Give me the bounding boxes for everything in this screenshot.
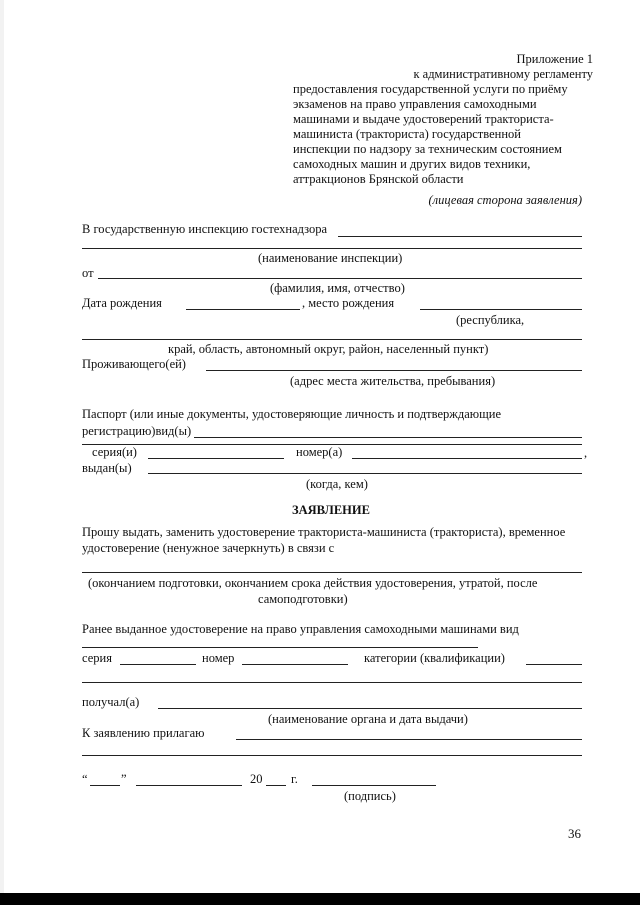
attach-field-2[interactable]: [82, 755, 582, 756]
passport-number-field[interactable]: [352, 458, 582, 459]
date-month-field[interactable]: [136, 785, 242, 786]
inspection-field-2[interactable]: [82, 248, 582, 249]
issued-field[interactable]: [148, 473, 582, 474]
annex-line-8: аттракционов Брянской области: [293, 172, 464, 186]
hint-issued: (когда, кем): [306, 477, 368, 491]
hint-signature: (подпись): [344, 789, 396, 803]
date-quote-open: “: [82, 772, 88, 786]
year-prefix: 20: [250, 772, 263, 786]
series-label: серия(и): [92, 445, 137, 459]
annex-label: Приложение 1: [516, 52, 593, 66]
birth-place-field[interactable]: [420, 309, 582, 310]
number-label: номер(а): [296, 445, 343, 459]
birth-date-label: Дата рождения: [82, 296, 162, 310]
annex-line-5: машиниста (тракториста) государственной: [293, 127, 521, 141]
hint-inspection: (наименование инспекции): [258, 251, 403, 265]
passport-series-field[interactable]: [148, 458, 284, 459]
prev-series-field[interactable]: [120, 664, 196, 665]
passport-label-line2: регистрацию)вид(ы): [82, 424, 192, 438]
annex-line-4: машинами и выдаче удостоверений тракториста-: [293, 112, 554, 126]
hint-reason-1: (окончанием подготовки, окончанием срока действия удостоверения, утратой, после: [88, 576, 538, 590]
prev-series-label: серия: [82, 651, 112, 665]
hint-address: (адрес места жительства, пребывания): [290, 374, 496, 388]
reason-field[interactable]: [82, 572, 582, 573]
to-inspection-label: В государственную инспекцию гостехнадзора: [82, 222, 328, 236]
annex-line-1: к административному регламенту: [413, 67, 593, 81]
passport-kind-field[interactable]: [194, 437, 582, 438]
birth-place-field-2[interactable]: [82, 339, 582, 340]
passport-label-line1: Паспорт (или иные документы, удостоверяющие личность и подтверждающие: [82, 407, 502, 421]
categories-field[interactable]: [526, 664, 582, 665]
annex-line-7: самоходных машин и других видов техники,: [293, 157, 531, 171]
scan-edge: [0, 0, 4, 905]
date-day-field[interactable]: [90, 785, 120, 786]
date-quote-close: ”: [121, 772, 127, 786]
request-line-1: Прошу выдать, заменить удостоверение тракториста-машиниста (тракториста), временное: [82, 525, 566, 539]
birth-place-label: , место рождения: [302, 296, 395, 310]
hint-region: край, область, автономный округ, район, населенный пункт): [168, 342, 489, 356]
page-number: 36: [568, 826, 581, 841]
categories-field-2[interactable]: [82, 682, 582, 683]
fio-field[interactable]: [98, 278, 582, 279]
annex-line-2: предоставления государственной услуги по приёму: [293, 82, 568, 96]
request-line-2: удостоверение (ненужное зачеркнуть) в связи с: [82, 541, 335, 555]
hint-organ: (наименование органа и дата выдачи): [268, 712, 468, 726]
year-suffix: г.: [291, 772, 298, 786]
address-field[interactable]: [206, 370, 582, 371]
attach-label: К заявлению прилагаю: [82, 726, 205, 740]
scan-bottom-edge: [0, 893, 640, 905]
hint-reason-2: самоподготовки): [258, 592, 348, 606]
hint-fio: (фамилия, имя, отчество): [270, 281, 405, 295]
issued-label: выдан(ы): [82, 461, 132, 475]
categories-label: категории (квалификации): [364, 651, 505, 665]
date-year-field[interactable]: [266, 785, 286, 786]
annex-line-3: экзаменов на право управления самоходными: [293, 97, 537, 111]
annex-line-6: инспекции по надзору за техническим состоянием: [293, 142, 562, 156]
hint-republic: (республика,: [456, 313, 525, 327]
residing-label: Проживающего(ей): [82, 357, 186, 371]
received-field[interactable]: [158, 708, 582, 709]
prev-number-field[interactable]: [242, 664, 348, 665]
side-note: (лицевая сторона заявления): [428, 193, 582, 207]
birth-date-field[interactable]: [186, 309, 300, 310]
signature-field[interactable]: [312, 785, 436, 786]
received-label: получал(а): [82, 695, 140, 709]
inspection-field-1[interactable]: [338, 236, 582, 237]
annex-header: [293, 52, 593, 187]
attach-field[interactable]: [236, 739, 582, 740]
previous-kind-field[interactable]: [82, 647, 478, 648]
prev-number-label: номер: [202, 651, 235, 665]
statement-title: ЗАЯВЛЕНИЕ: [292, 503, 370, 517]
previous-label: Ранее выданное удостоверение на право управления самоходными машинами вид: [82, 622, 519, 636]
from-label: от: [82, 266, 94, 280]
comma: ,: [584, 446, 588, 460]
